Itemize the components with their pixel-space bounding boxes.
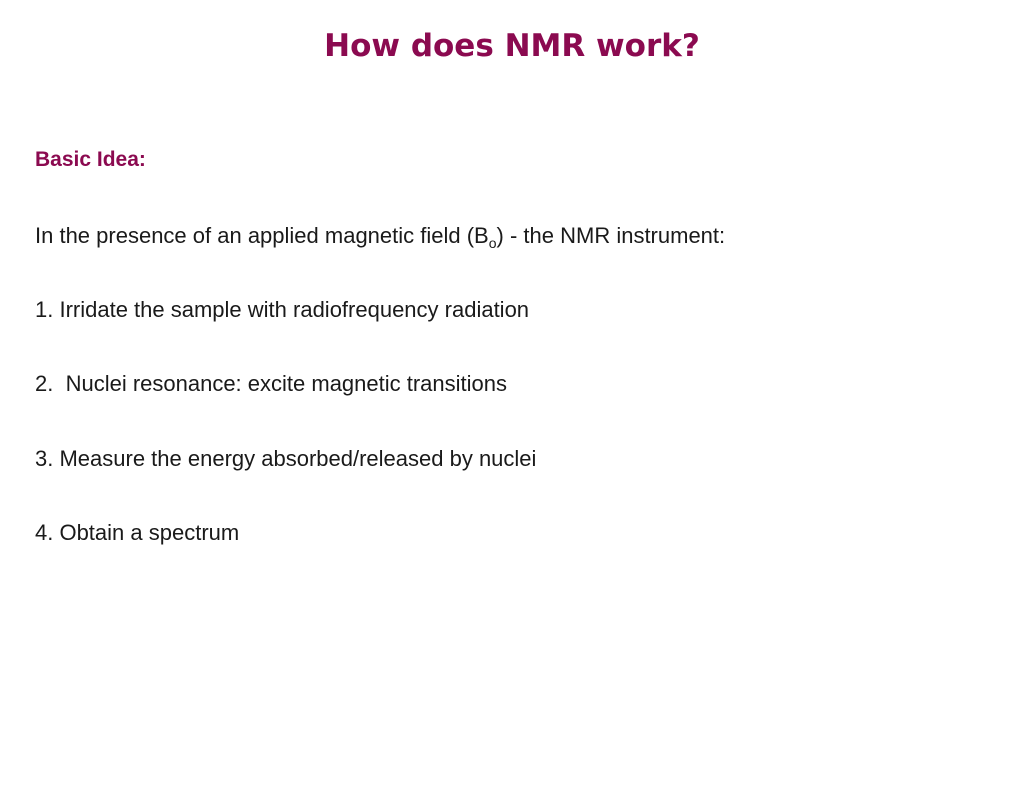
field-subscript: o [488,235,497,251]
slide-title: How does NMR work? [324,28,700,64]
step-1: 1. Irridate the sample with radiofrequency radiation [35,297,530,322]
basic-idea-heading: Basic Idea: [35,148,146,171]
step-2: 2. Nuclei resonance: excite magnetic transitions [35,371,508,396]
intro-text [35,223,725,251]
step-3: 3. Measure the energy absorbed/released by nuclei [35,446,537,471]
intro-text-before: In the presence of an applied magnetic field (B [35,223,489,248]
step-4: 4. Obtain a spectrum [35,520,240,545]
intro-text-after: ) - the NMR instrument: [496,223,726,248]
